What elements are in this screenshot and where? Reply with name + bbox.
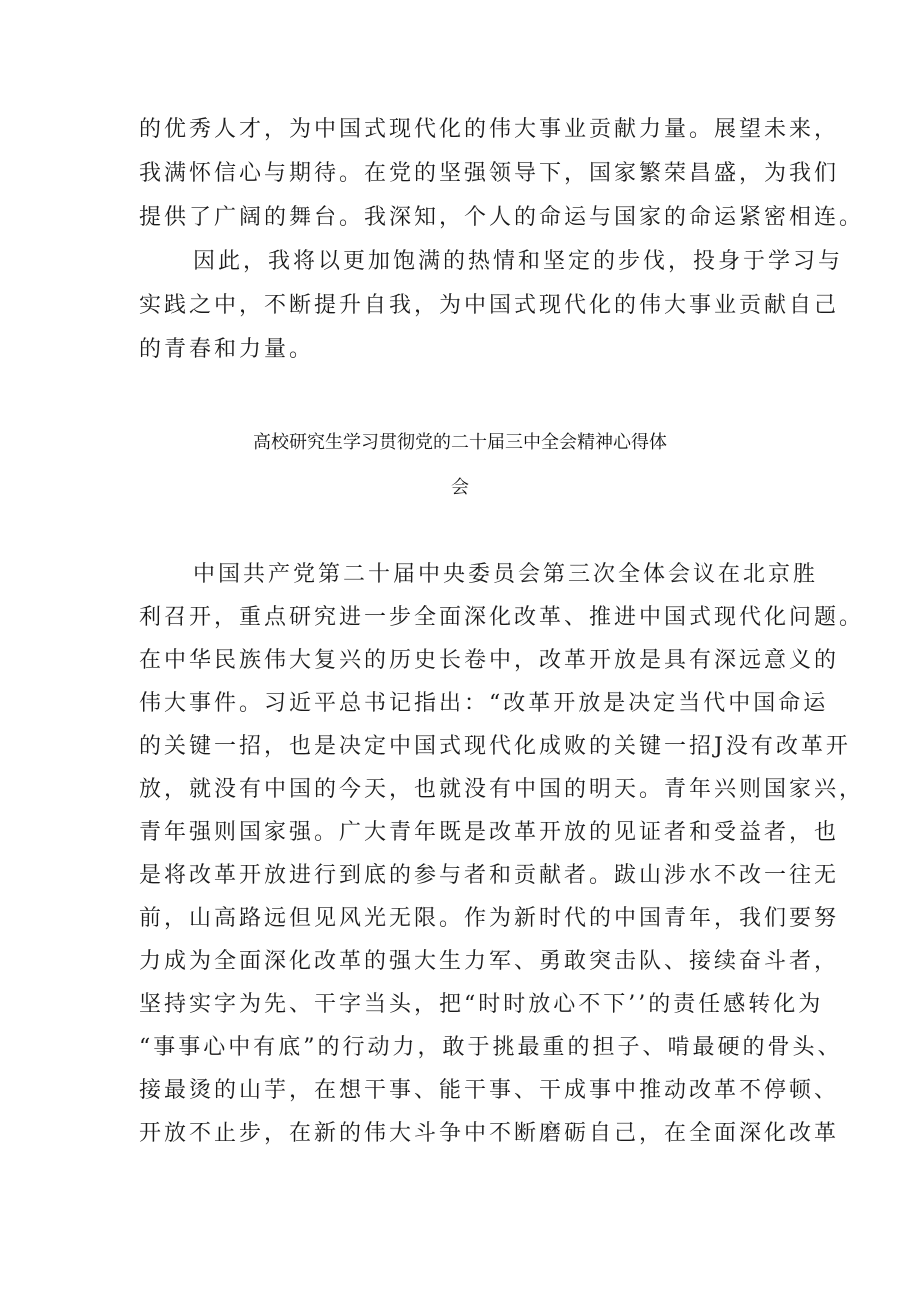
- text-line: 是将改革开放进行到底的参与者和贡献者。跋山涉水不改一往无: [139, 863, 840, 888]
- text-line: 前，山高路远但见风光无限。作为新时代的中国青年，我们要努: [139, 906, 840, 931]
- text-line: “事事心中有底”的行动力，敢于挑最重的担子、啃最硬的骨头、: [139, 1035, 843, 1060]
- text-line: 青年强则国家强。广大青年既是改革开放的见证者和受益者，也: [139, 820, 840, 845]
- text-line: 我满怀信心与期待。在党的坚强领导下，国家繁荣昌盛，为我们: [139, 161, 840, 186]
- text-line: 伟大事件。习近平总书记指出：“改革开放是决定当代中国命运: [139, 691, 829, 716]
- text-line: 力成为全面深化改革的强大生力军、勇敢突击队、接续奋斗者，: [139, 949, 840, 974]
- article-title-continued: 会: [451, 477, 469, 498]
- text-line: 的关键一招，也是决定中国式现代化成败的关键一招J没有改革开: [139, 734, 851, 759]
- text-line: 接最烫的山芋，在想干事、能干事、干成事中推动改革不停顿、: [139, 1078, 840, 1103]
- text-line: 的青春和力量。: [139, 337, 315, 362]
- text-line: 实践之中，不断提升自我，为中国式现代化的伟大事业贡献自己: [139, 293, 840, 318]
- text-line: 放，就没有中国的今天，也就没有中国的明天。青年兴则国家兴，: [139, 777, 865, 802]
- text-line: 在中华民族伟大复兴的历史长卷中，改革开放是具有深远意义的: [139, 648, 840, 673]
- text-line: 提供了广阔的舞台。我深知，个人的命运与国家的命运紧密相连。: [139, 205, 865, 230]
- text-line: 开放不止步，在新的伟大斗争中不断磨砺自己，在全面深化改革: [139, 1121, 840, 1146]
- text-line: 因此，我将以更加饱满的热情和坚定的步伐，投身于学习与: [193, 249, 844, 274]
- text-line: 中国共产党第二十届中央委员会第三次全体会议在北京胜: [193, 562, 819, 587]
- text-line: 坚持实字为先、干字当头，把“时时放心不下’’的责任感转化为: [139, 992, 824, 1017]
- article-title: 高校研究生学习贯彻党的二十届三中全会精神心得体: [253, 432, 667, 453]
- text-line: 的优秀人才，为中国式现代化的伟大事业贡献力量。展望未来，: [139, 117, 840, 142]
- text-line: 利召开，重点研究进一步全面深化改革、推进中国式现代化问题。: [139, 605, 865, 630]
